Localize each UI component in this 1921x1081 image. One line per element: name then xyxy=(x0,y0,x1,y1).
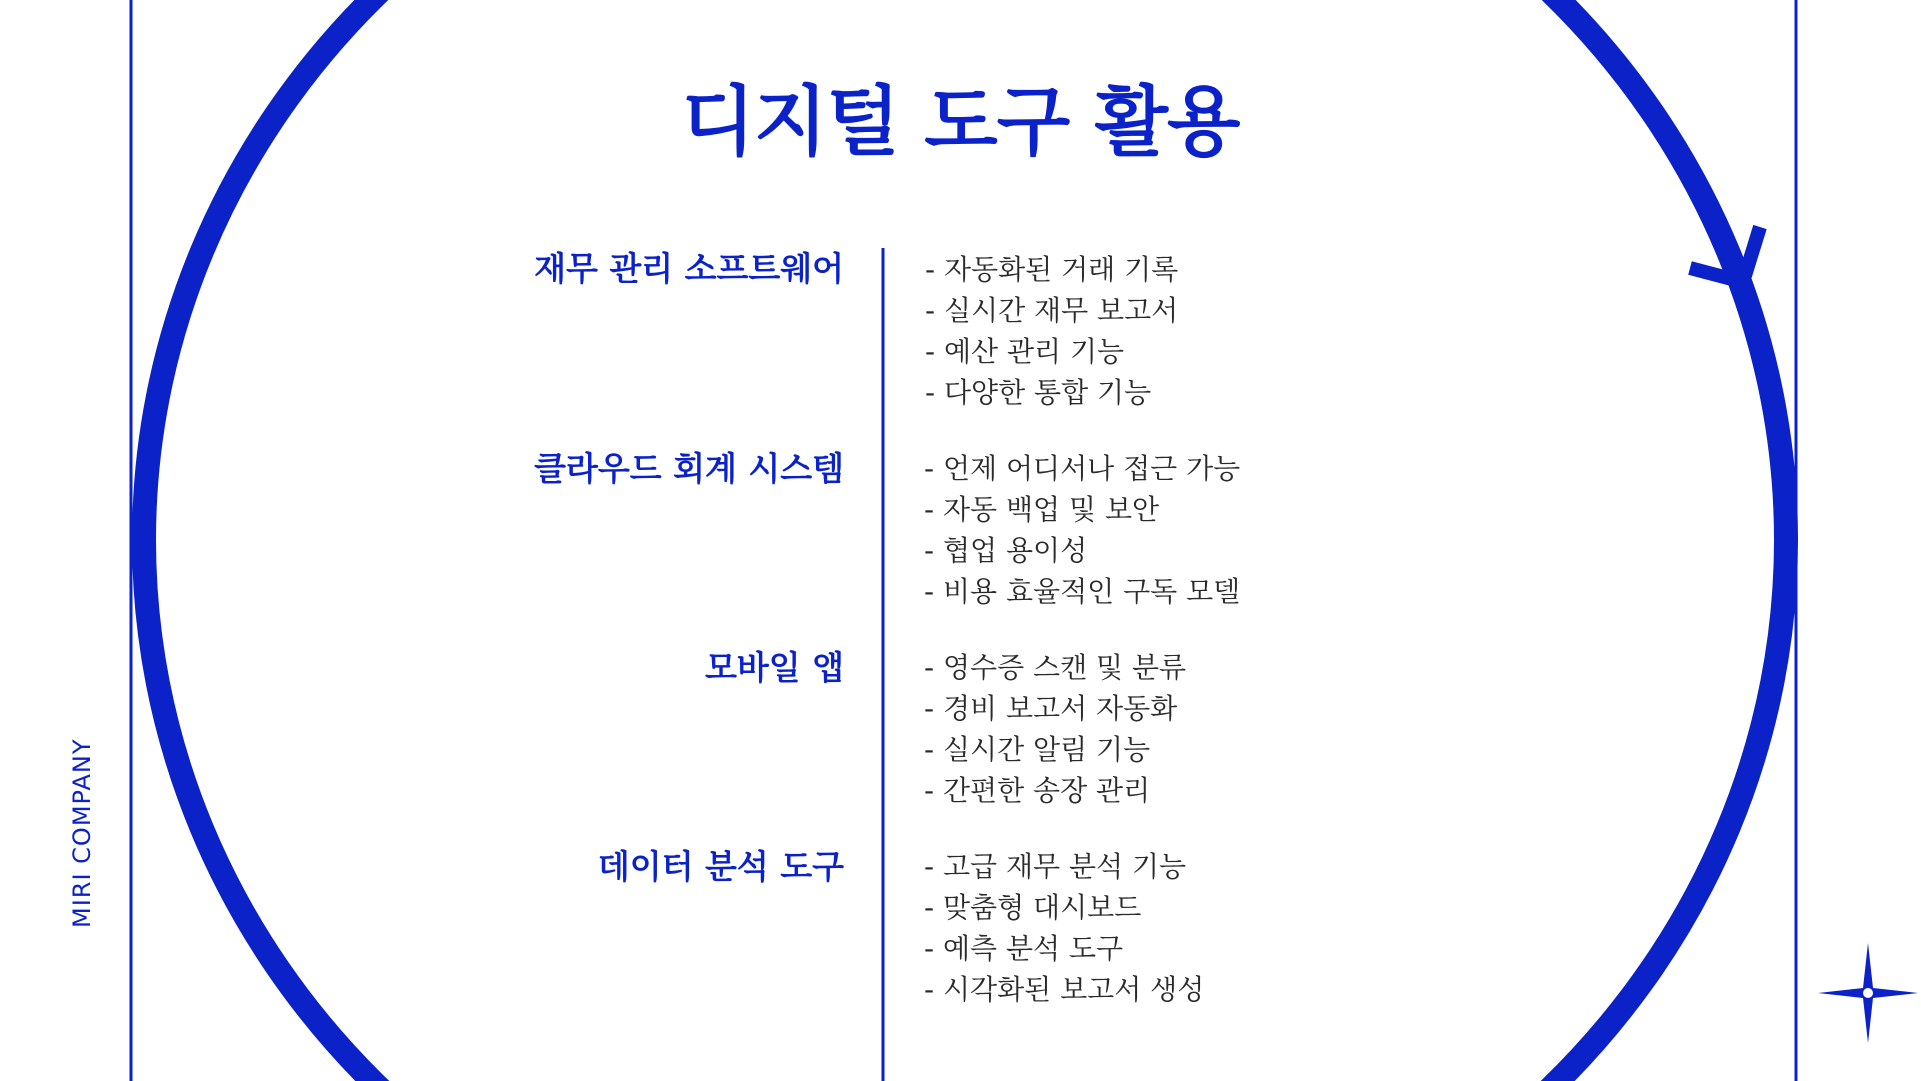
section-list-mobile-app xyxy=(924,647,1186,811)
list-item: - 맞춤형 대시보드 xyxy=(924,891,1142,924)
list-item: - 영수증 스캔 및 분류 xyxy=(924,651,1187,684)
list-item: - 비용 효율적인 구독 모델 xyxy=(924,575,1241,608)
list-item: - 시각화된 보고서 생성 xyxy=(924,973,1205,1006)
list-item: - 실시간 알림 기능 xyxy=(924,733,1151,766)
list-item: - 예측 분석 도구 xyxy=(924,932,1124,965)
list-item: - 자동화된 거래 기록 xyxy=(925,253,1179,286)
list-item: - 자동 백업 및 보안 xyxy=(924,493,1160,526)
section-title-finance-software: 재무 관리 소프트웨어 xyxy=(534,249,844,288)
brand-label: MIRI COMPANY xyxy=(68,738,96,928)
list-item: - 협업 용이성 xyxy=(924,534,1088,567)
list-item: - 실시간 재무 보고서 xyxy=(925,294,1179,327)
section-title-mobile-app: 모바일 앱 xyxy=(704,648,844,687)
list-item: - 언제 어디서나 접근 가능 xyxy=(924,452,1241,485)
list-item: - 예산 관리 기능 xyxy=(925,335,1125,368)
list-item: - 다양한 통합 기능 xyxy=(925,376,1152,409)
section-title-data-analysis: 데이터 분석 도구 xyxy=(597,847,844,886)
section-list-data-analysis xyxy=(924,846,1204,1010)
section-list-finance-software xyxy=(925,249,1178,413)
list-item: - 경비 보고서 자동화 xyxy=(924,692,1178,725)
section-title-cloud-accounting: 클라우드 회계 시스템 xyxy=(534,449,844,488)
section-list-cloud-accounting xyxy=(924,448,1240,612)
sparkle-star-icon xyxy=(1818,943,1918,1043)
list-item: - 고급 재무 분석 기능 xyxy=(924,850,1187,883)
page-title: 디지털 도구 활용 xyxy=(681,77,1240,166)
list-item: - 간편한 송장 관리 xyxy=(924,774,1151,807)
